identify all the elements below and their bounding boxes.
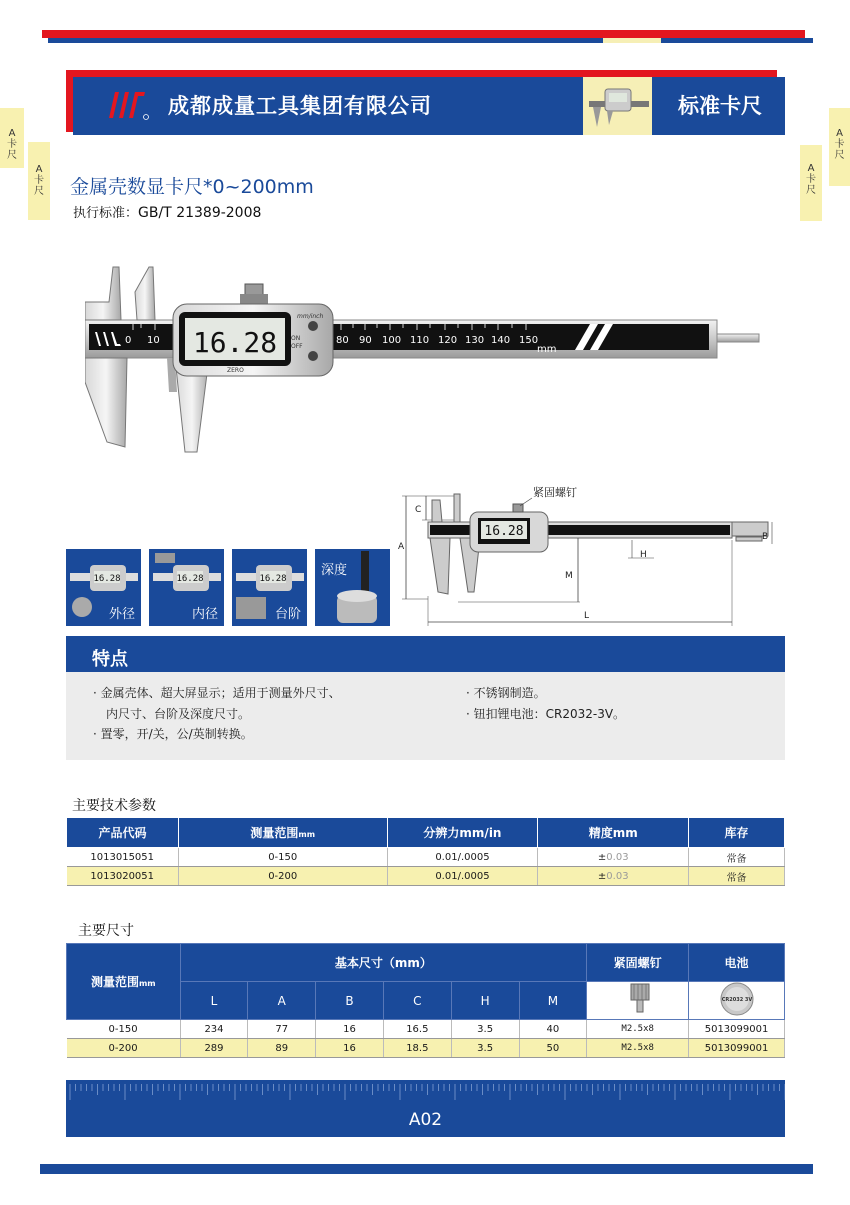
product-standard bbox=[73, 202, 261, 221]
feature-right-2: · 钮扣锂电池：CR2032-3V。 bbox=[466, 707, 626, 721]
product-title: 金属壳数显卡尺*0~200mm bbox=[70, 176, 314, 198]
scale-130: 130 bbox=[465, 335, 485, 346]
spec-header-accuracy: 精度mm bbox=[538, 818, 689, 848]
scale-ten: 10 bbox=[147, 335, 160, 346]
scale-110: 110 bbox=[410, 335, 430, 346]
dim-C: C bbox=[415, 505, 422, 515]
table-row: 0-150 234 77 16 16.5 3.5 40 M2.5x8 5013099001 bbox=[67, 1020, 785, 1039]
dims-section-title: 主要尺寸 bbox=[78, 923, 134, 939]
app-tile-inner bbox=[149, 549, 224, 626]
company-logo-icon bbox=[105, 88, 151, 122]
spec-header-resolution: 分辨力mm/in bbox=[387, 818, 538, 848]
svg-text:16.28: 16.28 bbox=[93, 574, 121, 584]
spec-header-code: 产品代码 bbox=[67, 818, 179, 848]
scale-90: 90 bbox=[359, 335, 372, 346]
app-label-depth: 深度 bbox=[321, 563, 348, 578]
zero-label: ZERO bbox=[227, 367, 244, 374]
scale-150: 150 bbox=[519, 335, 539, 346]
svg-text:16.28: 16.28 bbox=[176, 574, 204, 584]
category-title: 标准卡尺 bbox=[678, 94, 762, 118]
off-label: OFF bbox=[291, 343, 303, 350]
dim-A: A bbox=[398, 542, 405, 552]
spec-section-title: 主要技术参数 bbox=[72, 798, 156, 814]
standard-code: GB/T 21389-2008 bbox=[138, 205, 262, 221]
spec-table bbox=[66, 817, 785, 886]
bottom-blue-bar bbox=[40, 1164, 813, 1174]
caliper-illustration bbox=[85, 262, 765, 462]
page-number: A02 bbox=[408, 1110, 443, 1130]
lcd-value: 16.28 bbox=[192, 326, 278, 359]
side-tab-left-outer: A 卡 尺 bbox=[0, 108, 24, 168]
standard-label: 执行标准： bbox=[73, 206, 139, 221]
spec-header-stock: 库存 bbox=[689, 818, 785, 848]
feature-left-2: 内尺寸、台阶及深度尺寸。 bbox=[106, 707, 251, 721]
app-label-outer: 外径 bbox=[108, 607, 135, 622]
lcd-unit-label: mm/inch bbox=[297, 313, 324, 320]
dimension-diagram bbox=[398, 484, 783, 629]
table-row: 1013015051 0-150 0.01/.0005 ±0.03 常备 bbox=[67, 848, 785, 867]
dims-header-battery: 电池 bbox=[689, 944, 785, 982]
feature-right-1: · 不锈钢制造。 bbox=[466, 686, 546, 700]
app-label-inner: 内径 bbox=[191, 607, 218, 622]
svg-text:16.28: 16.28 bbox=[259, 574, 287, 584]
svg-text:CR2032 3V: CR2032 3V bbox=[721, 997, 752, 1003]
feature-left-1: · 金属壳体、超大屏显示；适用于测量外尺寸、 bbox=[93, 686, 341, 700]
on-label: ON bbox=[291, 335, 301, 342]
top-red-bar bbox=[42, 30, 805, 38]
dims-header-range: 测量范围mm bbox=[67, 944, 181, 1020]
dims-table: 测量范围mm 基本尺寸（mm） 紧固螺钉 电池 L A B C H M CR2032 3V 0-150 234 77 16 16.5 3.5 40 M2.5x8 5013099001 0-200 289 89 16 18.5 3.5 50 M2.5x8 5013099001 bbox=[66, 943, 785, 1058]
side-tab-left-inner: A 卡 尺 bbox=[28, 142, 50, 220]
scale-140: 140 bbox=[491, 335, 511, 346]
header-caliper-thumbnail bbox=[583, 77, 652, 135]
app-tile-depth bbox=[315, 549, 390, 626]
screw-callout: 紧固螺钉 bbox=[533, 486, 577, 499]
dim-M: M bbox=[565, 571, 573, 581]
table-row: 1013020051 0-200 0.01/.0005 ±0.03 常备 bbox=[67, 867, 785, 886]
features-header bbox=[66, 636, 785, 672]
scale-120: 120 bbox=[438, 335, 458, 346]
scale-zero: 0 bbox=[125, 335, 132, 346]
dim-L: L bbox=[584, 611, 590, 621]
top-blue-bar bbox=[48, 38, 813, 43]
table-row: 0-200 289 89 16 18.5 3.5 50 M2.5x8 5013099001 bbox=[67, 1039, 785, 1058]
side-tab-right-outer: A 卡 尺 bbox=[829, 108, 850, 186]
features-title: 特点 bbox=[92, 649, 128, 670]
spec-header-range: 测量范围mm bbox=[178, 818, 387, 848]
app-label-step: 台阶 bbox=[274, 607, 301, 622]
top-yellow-mark bbox=[603, 38, 661, 43]
app-tile-outer bbox=[66, 549, 141, 626]
scale-100: 100 bbox=[382, 335, 402, 346]
app-tile-step bbox=[232, 549, 307, 626]
dims-header-screw: 紧固螺钉 bbox=[587, 944, 689, 982]
dim-H: H bbox=[640, 550, 647, 560]
screw-image bbox=[587, 982, 689, 1020]
feature-left-3: · 置零，开/关，公/英制转换。 bbox=[93, 727, 253, 741]
dims-header-basic: 基本尺寸（mm） bbox=[180, 944, 587, 982]
dim-B: B bbox=[762, 532, 769, 542]
scale-unit: mm bbox=[537, 344, 557, 355]
diagram-lcd-value: 16.28 bbox=[484, 524, 524, 539]
side-tab-right-inner: A 卡 尺 bbox=[800, 145, 822, 221]
battery-image bbox=[689, 982, 785, 1020]
company-name: 成都成量工具集团有限公司 bbox=[168, 94, 432, 118]
scale-80: 80 bbox=[336, 335, 349, 346]
